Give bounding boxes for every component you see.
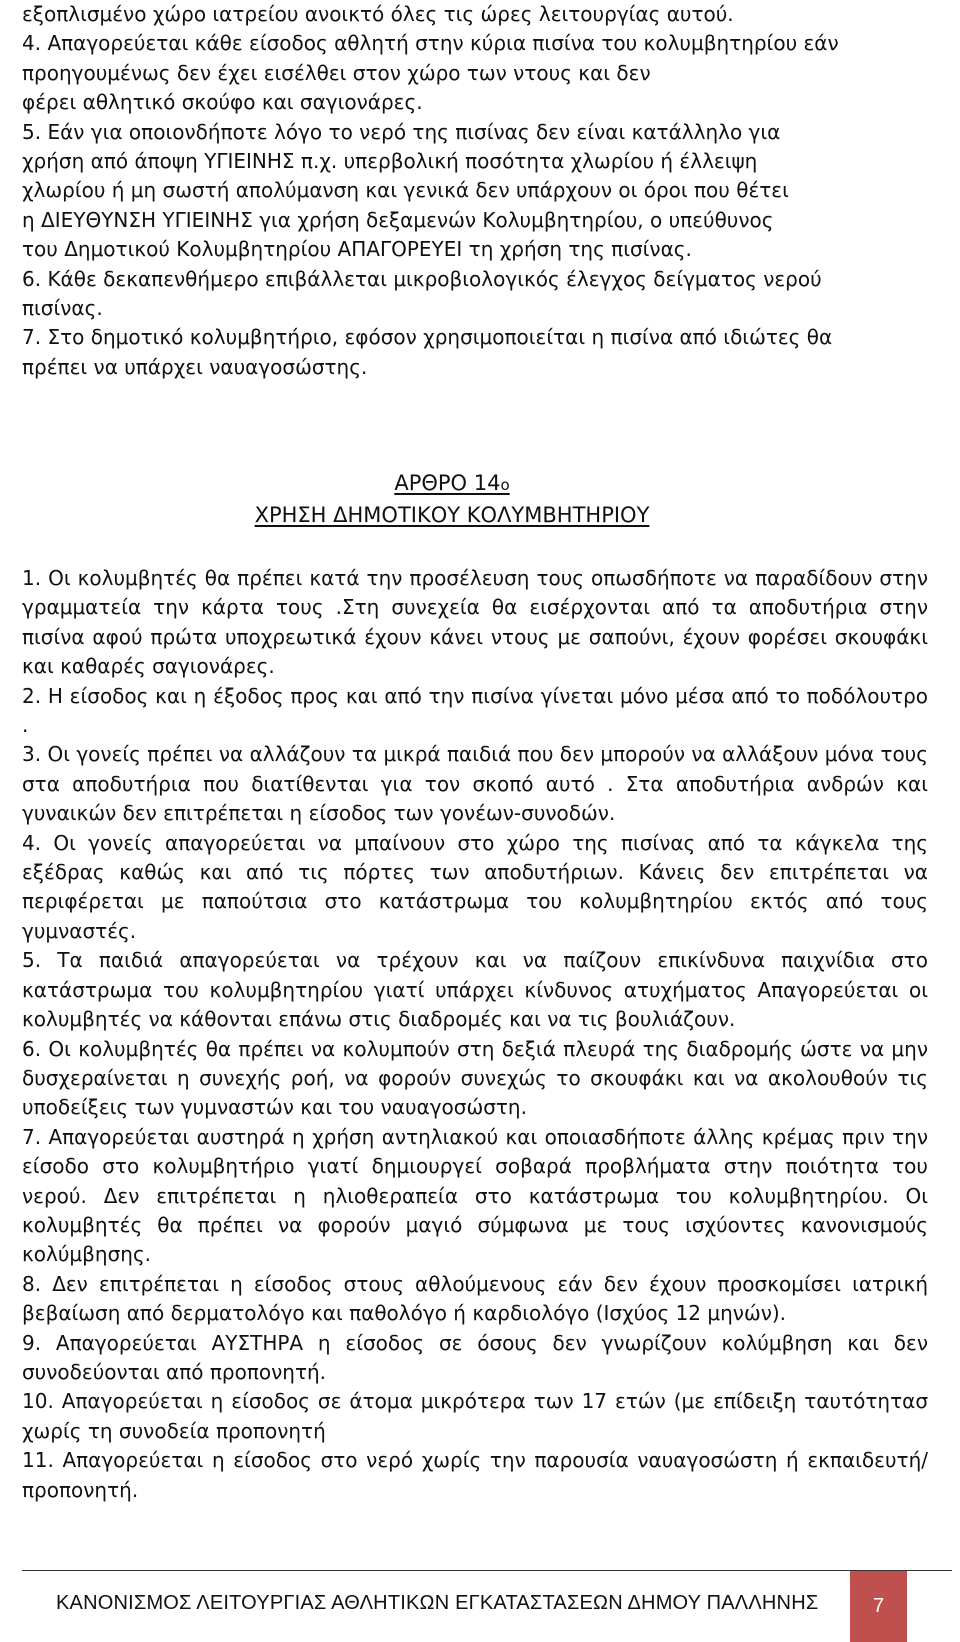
article-item-7: 7. Απαγορεύεται αυστηρά η χρήση αντηλιακού και οποιασδήποτε άλλης κρέμας πριν την είσοδο στο κολυμβητήριο γιατί δημιουργεί σοβαρά προβλήματα στην ποιότητα του νερού. Δεν επιτρέπεται η ηλιοθεραπεία στο κατάστρωμα του κολυμβητηρίου. Οι κολυμβητές θα πρέπει να φορούν μαγιό σύμφωνα με τους ισχύοντες κανονισμούς κολύμβησης. <box>22 1124 928 1267</box>
footer-title: ΚΑΝΟΝΙΣΜΟΣ ΛΕΙΤΟΥΡΓΙΑΣ ΑΘΛΗΤΙΚΩΝ ΕΓΚΑΤΑΣΤΑΣΕΩΝ ΔΗΜΟΥ ΠΑΛΛΗΝΗΣ <box>56 1592 819 1614</box>
article-item-4: 4. Οι γονείς απαγορεύεται να μπαίνουν στο χώρο της πισίνας από τα κάγκελα της εξέδρας καθώς και από τις πόρτες των αποδυτήριων. Κάνεις δεν επιτρέπεται να περιφέρεται με παπούτσια στο κατάστρωμα του κολυμβητηρίου εκτός από τους γυμναστές. <box>22 830 928 943</box>
article-item-10: 10. Απαγορεύεται η είσοδος σε άτομα μικρότερα των 17 ετών (με επίδειξη ταυτότητασ χωρίς τη συνοδεία προπονητή <box>22 1389 928 1443</box>
article-item-1: 1. Οι κολυμβητές θα πρέπει κατά την προσέλευση τους οπωσδήποτε να παραδίδουν στην γραμματεία την κάρτα τους .Στη συνεχεία θα εισέρχονται από τα αποδυτήρια στην πισίνα αφού πρώτα υποχρεωτικά έχουν κάνει ντους με σαπούνι, έχουν φορέσει σκουφάκι και καθαρές σαγιονάρες. <box>22 566 928 679</box>
article-body <box>22 564 928 1505</box>
article-item-8: 8. Δεν επιτρέπεται η είσοδος στους αθλούμενους εάν δεν έχουν προσκομίσει ιατρική βεβαίωση από δερματολόγο και παθολόγο ή καρδιολόγο (Ισχύος 12 μηνών). <box>22 1271 928 1326</box>
article-item-6: 6. Οι κολυμβητές θα πρέπει να κολυμπούν στη δεξιά πλευρά της διαδρομής ώστε να μην δυσχεραίνεται η συνεχής ροή, να φορούν συνεχώς το σκουφάκι και να ακολουθούν τις υποδείξεις των γυμναστών και του ναυαγοσώστη. <box>22 1036 928 1120</box>
article-item-11: 11. Απαγορεύεται η είσοδος στο νερό χωρίς την παρουσία ναυαγοσώστη ή εκπαιδευτή/προπονητή. <box>22 1448 928 1502</box>
article-number-suffix: ο <box>500 476 510 494</box>
page-footer <box>0 1570 960 1642</box>
article-number-text: ΑΡΘΡΟ 14 <box>394 471 501 495</box>
article-title: ΧΡΗΣΗ ΔΗΜΟΤΙΚΟΥ ΚΟΛΥΜΒΗΤΗΡΙΟΥ <box>254 503 650 527</box>
article-item-2: 2. Η είσοδος και η έξοδος προς και από την πισίνα γίνεται μόνο μέσα από το ποδόλουτρο . <box>22 683 928 738</box>
page-number-badge: 7 <box>850 1571 907 1642</box>
article-heading <box>22 468 882 530</box>
continuation-text: εξοπλισμένο χώρο ιατρείου ανοικτό όλες τις ώρες λειτουργίας αυτού. 4. Απαγορεύεται κάθε είσοδος αθλητή στην κύρια πισίνα του κολυμβητηρίου εάν προηγουμένως δεν έχει εισέλθει στον χώρο των ντους και δεν φέρει αθλητικό σκούφο και σαγιονάρες. 5. Εάν για οποιονδήποτε λόγο το νερό της πισίνας δεν είναι κατάλληλο για χρήση από άποψη ΥΓΙΕΙΝΗΣ π.χ. υπερβολική ποσότητα χλωρίου ή έλλειψη χλωρίου ή μη σωστή απολύμανση και γενικά δεν υπάρχουν οι όροι που θέτει η ΔΙΕΥΘΥΝΣΗ ΥΓΙΕΙΝΗΣ για χρήση δεξαμενών Κολυμβητηρίου, ο υπεύθυνος του Δημοτικού Κολυμβητηρίου ΑΠΑΓΟΡΕΥΕΙ τη χρήση της πισίνας. 6. Κάθε δεκαπενθήμερο επιβάλλεται μικροβιολογικός έλεγχος δείγματος νερού πισίνας. 7. Στο δημοτικό κολυμβητήριο, εφόσον χρησιμοποιείται η πισίνα από ιδιώτες θα πρέπει να υπάρχει ναυαγοσώστης. <box>22 2 839 379</box>
article-item-9: 9. Απαγορεύεται ΑΥΣΤΗΡΑ η είσοδος σε όσους δεν γνωρίζουν κολύμβηση και δεν συνοδεύονται από προπονητή. <box>22 1330 928 1384</box>
article-number <box>22 468 882 500</box>
footer-divider <box>22 1570 952 1571</box>
article-item-3: 3. Οι γονείς πρέπει να αλλάζουν τα μικρά παιδιά που δεν μπορούν να αλλάξουν μόνα τους στα αποδυτήρια που διατίθενται για τον σκοπό αυτό . Στα αποδυτήρια ανδρών και γυναικών δεν επιτρέπεται η είσοδος των γονέων-συνοδών. <box>22 742 928 826</box>
article-item-5: 5. Τα παιδιά απαγορεύεται να τρέχουν και να παίζουν επικίνδυνα παιχνίδια στο κατάστρωμα του κολυμβητηρίου γιατί υπάρχει κίνδυνος ατυχήματος Απαγορεύεται οι κολυμβητές να κάθονται επάνω στις διαδρομές και να τις βουλιάζουν. <box>22 948 928 1032</box>
previous-article-continuation <box>22 0 912 382</box>
